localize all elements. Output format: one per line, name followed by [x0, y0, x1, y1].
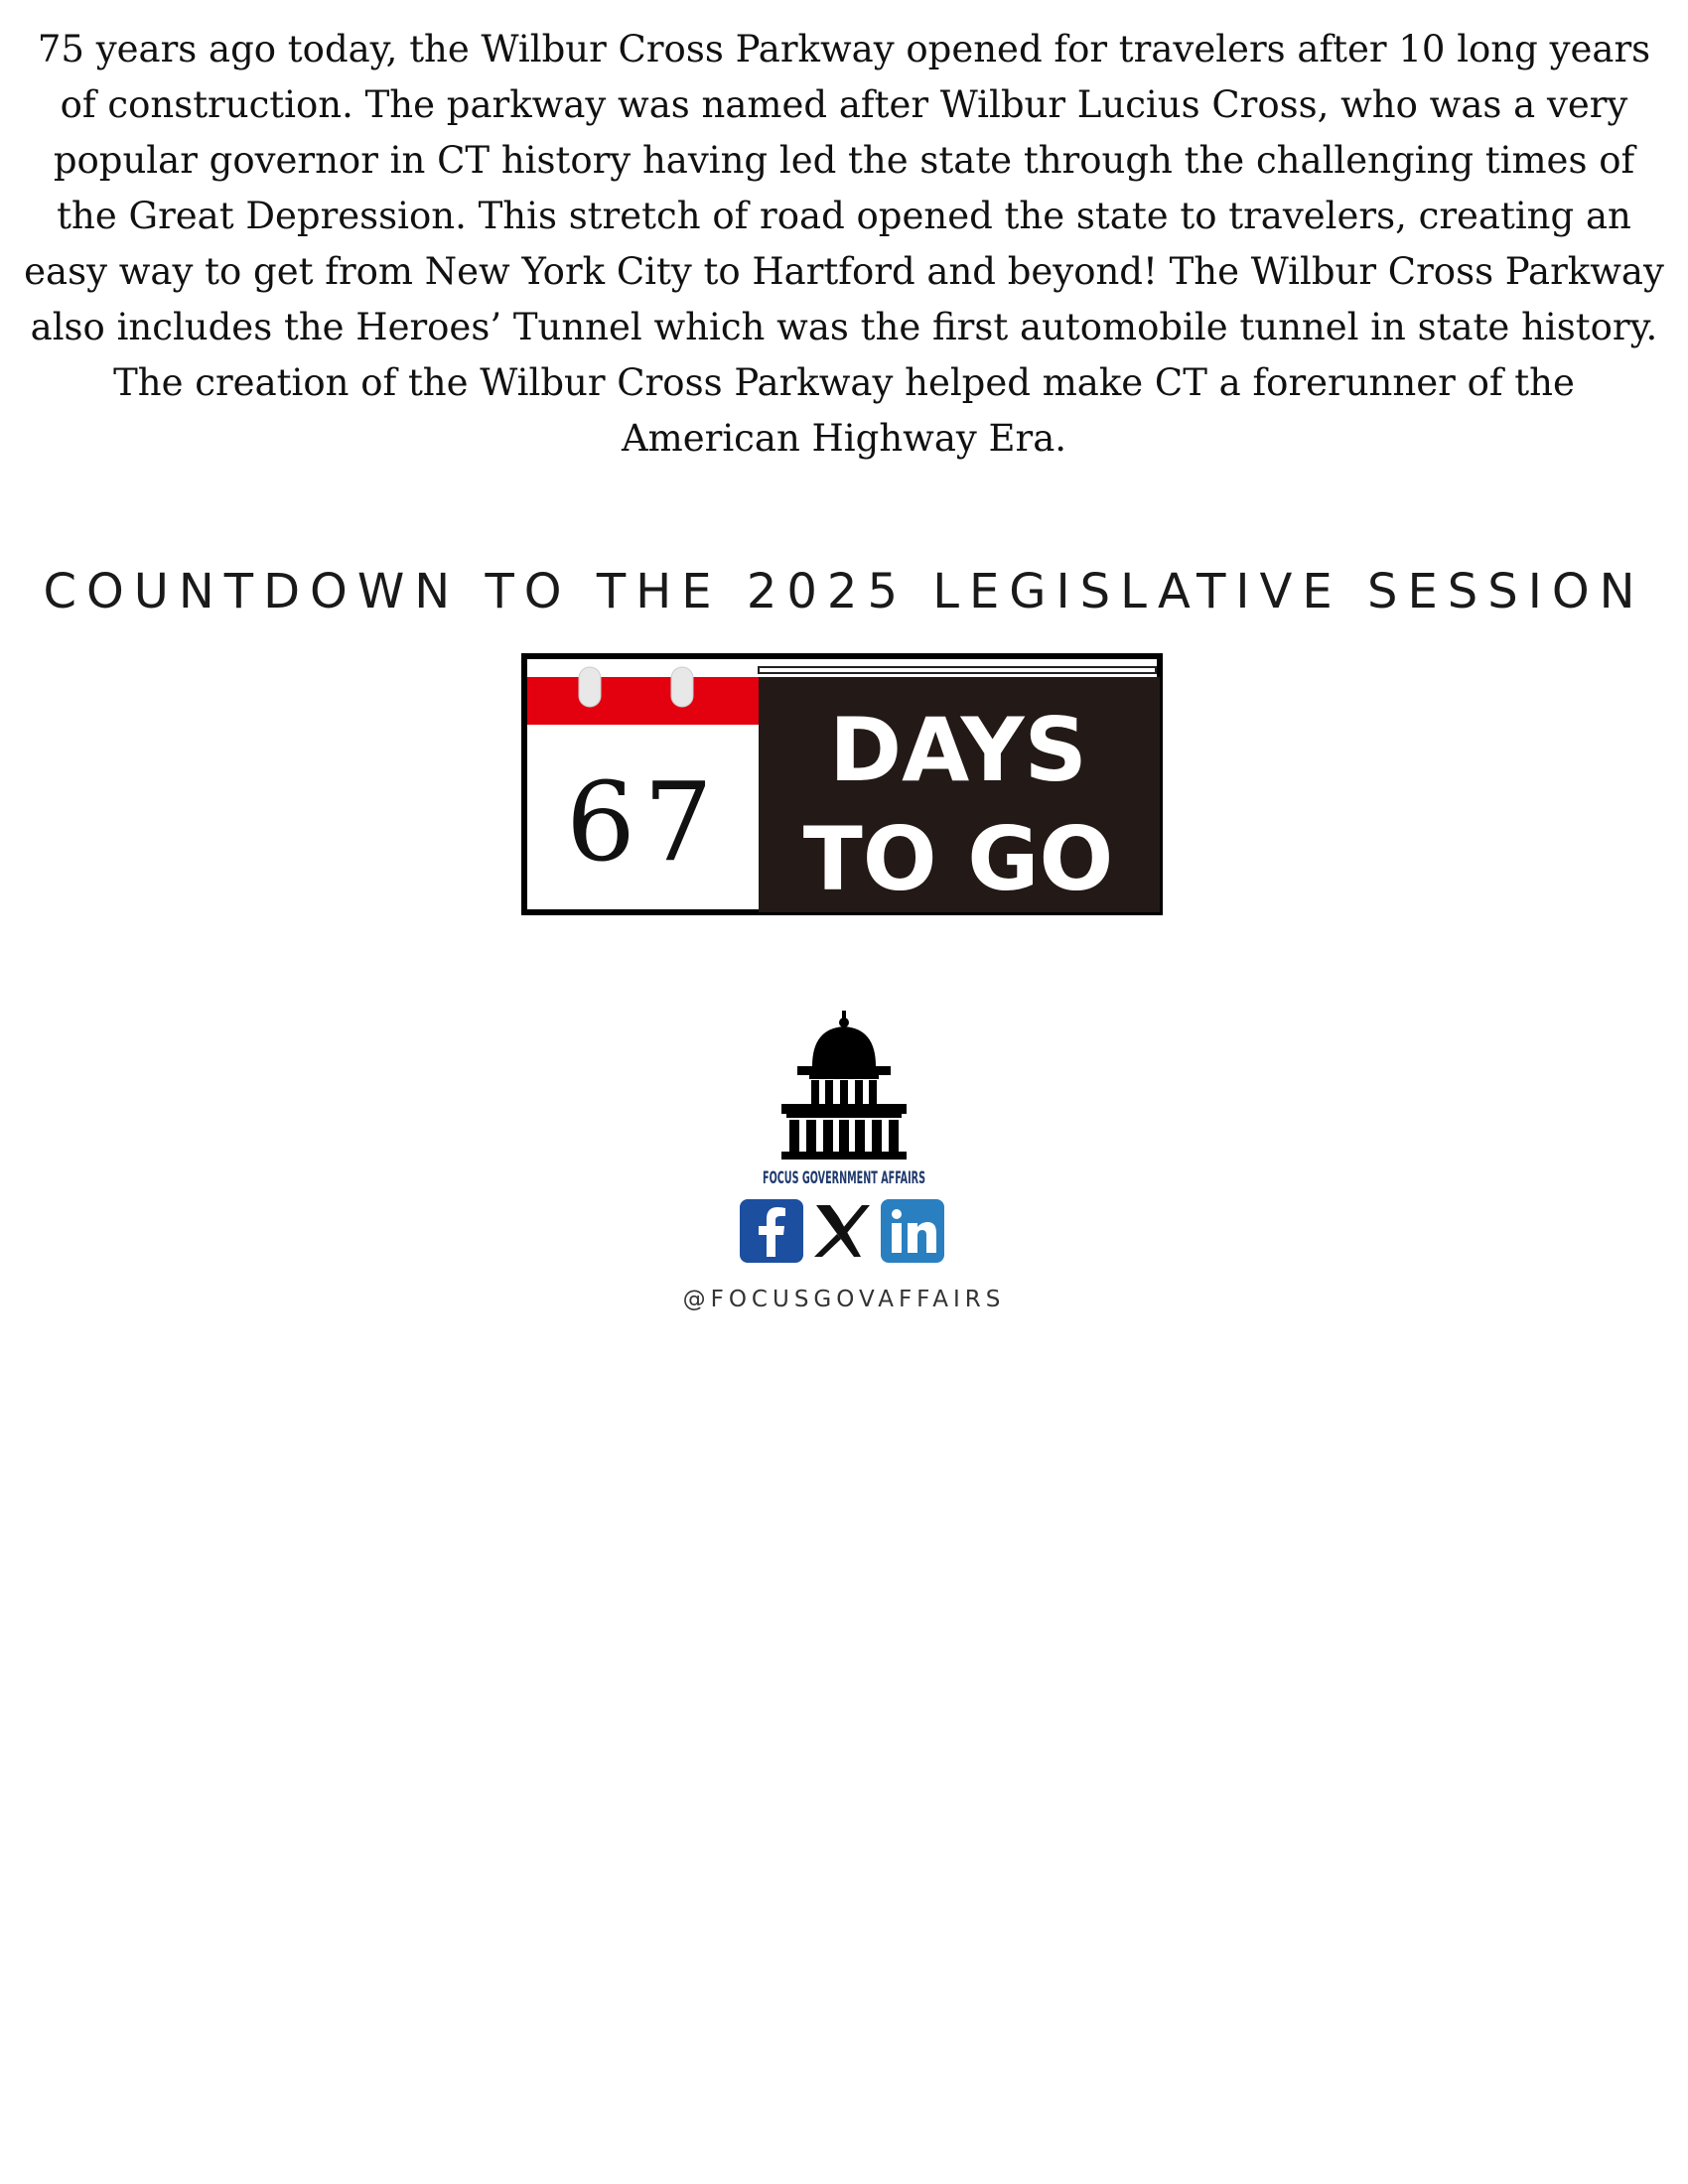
days-label-line1: DAYS	[829, 699, 1087, 801]
x-icon[interactable]	[810, 1199, 874, 1263]
linkedin-icon[interactable]	[881, 1199, 944, 1263]
days-counter-badge	[521, 653, 1163, 915]
calendar-ring-right	[671, 667, 693, 707]
org-name: FOCUS GOVERNMENT AFFAIRS	[763, 1168, 925, 1188]
calendar-header-bar	[527, 677, 759, 725]
social-links	[740, 1199, 944, 1263]
focus-logo	[760, 1011, 928, 1199]
countdown-heading: COUNTDOWN TO THE 2025 LEGISLATIVE SESSION	[43, 564, 1645, 619]
days-label-line2: TO GO	[802, 808, 1114, 910]
calendar-ring-left	[579, 667, 601, 707]
intro-paragraph: 75 years ago today, the Wilbur Cross Parkway opened for travelers after 10 long years of construction. The parkway was named after Wilbur Lucius Cross, who was a very popular governor in CT history having led the state through the challenging times of the Great Depression. This stretch of road opened the state to travelers, creating an easy way to get from New York City to Hartford and beyond! The Wilbur Cross Parkway also includes the Heroes’ Tunnel which was the first automobile tunnel in state history. The creation of the Wilbur Cross Parkway helped make CT a forerunner of the American Highway Era.	[24, 28, 1664, 460]
social-handle: @FOCUSGOVAFFAIRS	[682, 1287, 1006, 1312]
capitol-building-icon	[781, 1011, 907, 1160]
calendar-top-rule	[759, 667, 1156, 673]
days-number: 67	[566, 758, 721, 886]
facebook-icon[interactable]	[740, 1199, 803, 1263]
